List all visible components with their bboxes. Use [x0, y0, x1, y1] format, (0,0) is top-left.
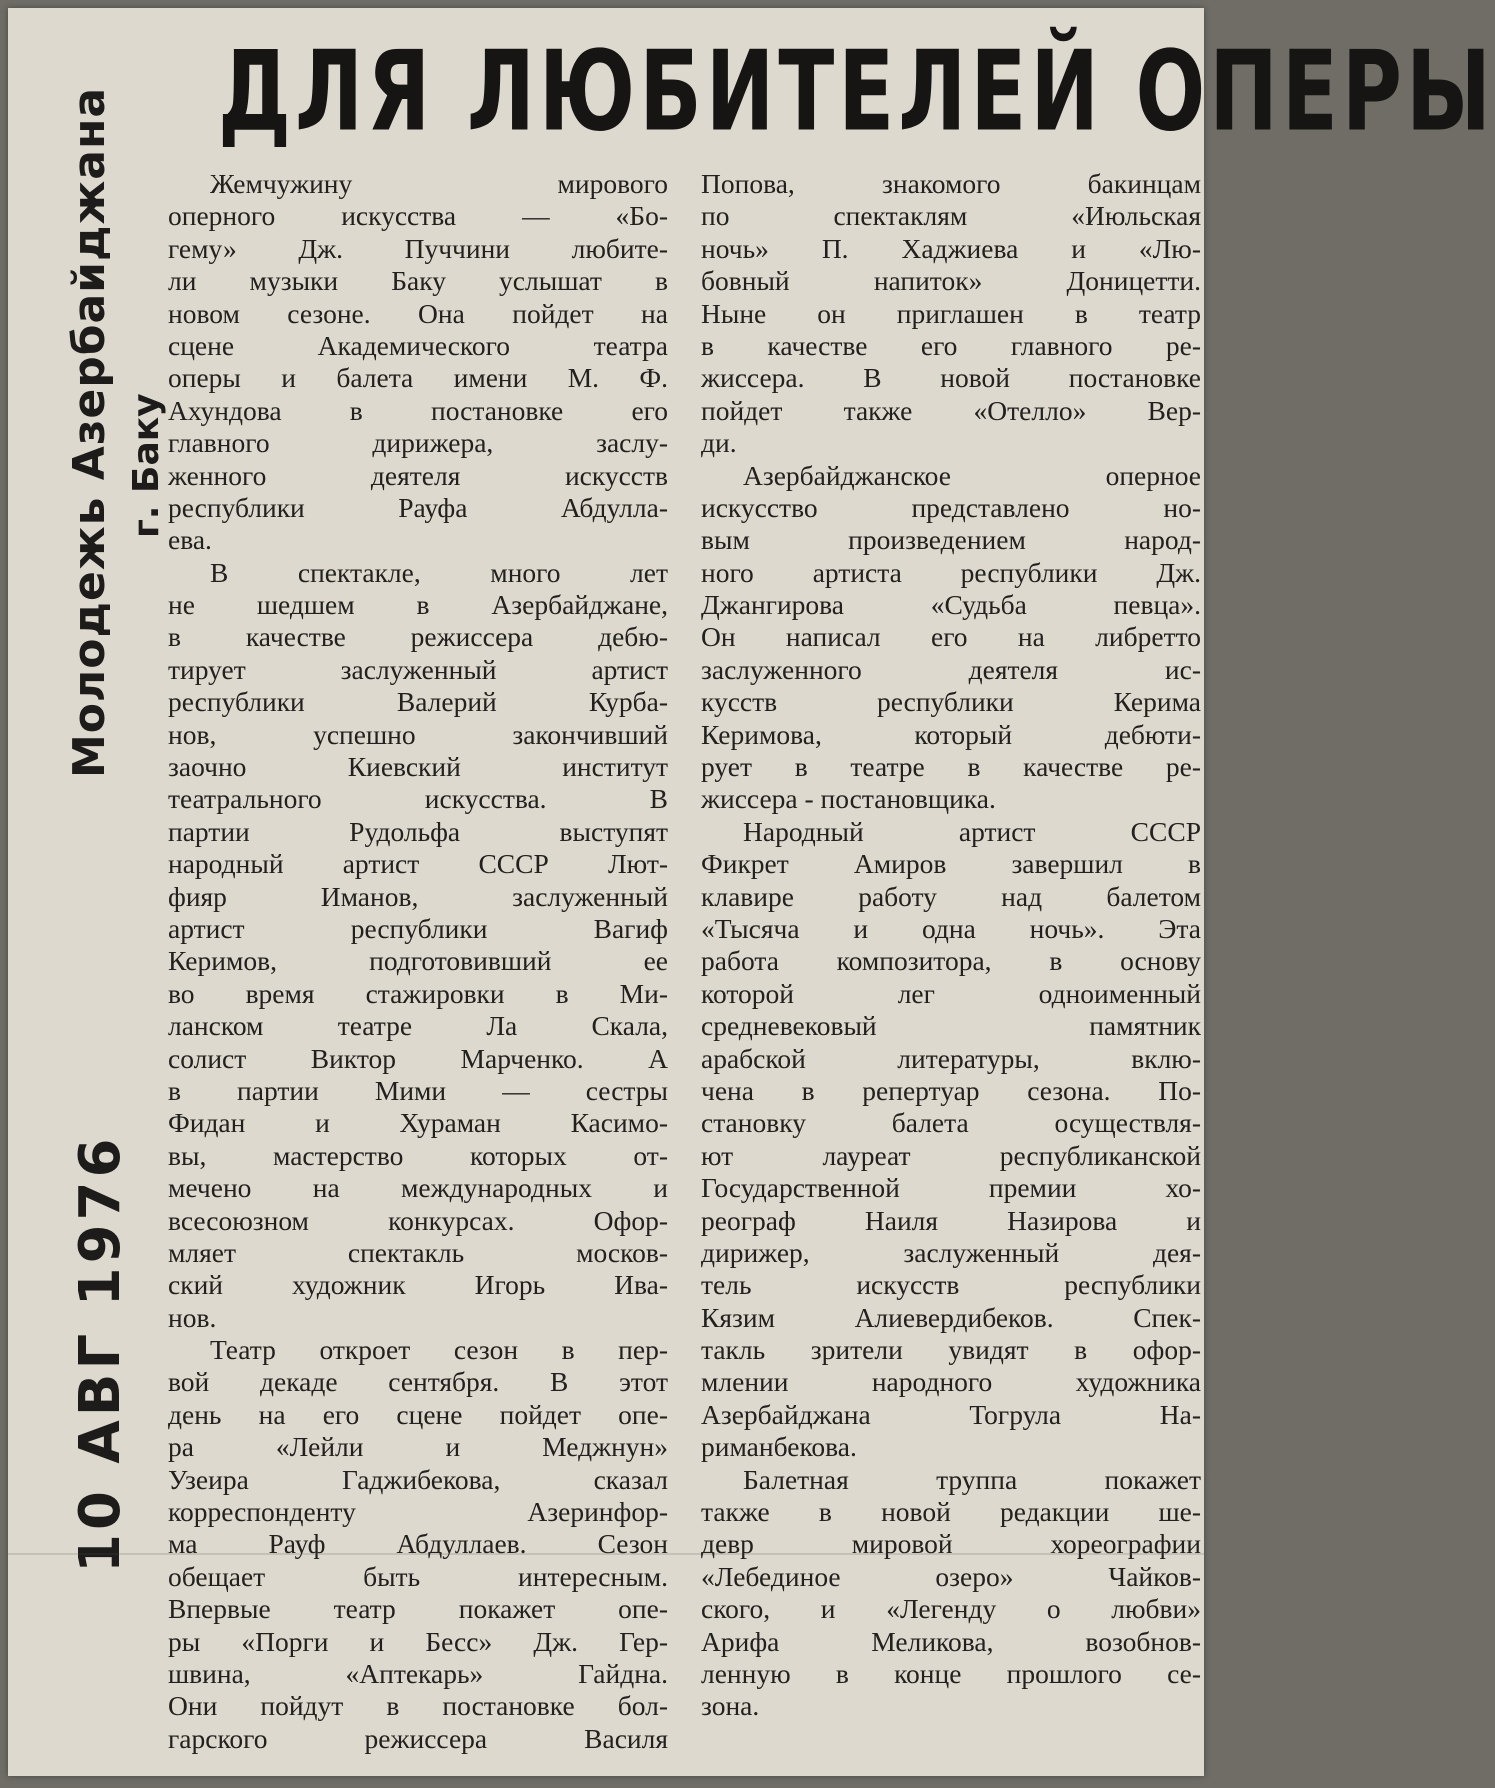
article-line: Кязим Алиевердибеков. Спек- [701, 1301, 1201, 1333]
article-line: Государственной премии хо- [701, 1172, 1201, 1204]
article-line: день на его сцене пойдет опе- [168, 1398, 668, 1430]
article-line: Азербайджанское оперное [743, 459, 1201, 491]
article-line: нов, успешно закончивший [168, 718, 668, 750]
article-line: вым произведением народ- [701, 524, 1201, 556]
article-line: ма Рауф Абдуллаев. Сезон [168, 1528, 668, 1560]
article-line: Они пойдут в постановке бол- [168, 1690, 668, 1722]
article-line: Балетная труппа покажет [743, 1463, 1201, 1495]
article-line: обещает быть интересным. [168, 1560, 668, 1592]
headline: ДЛЯ ЛЮБИТЕЛЕЙ ОПЕРЫ [218, 28, 1495, 157]
article-line: главного дирижера, заслу- [168, 427, 668, 459]
article-line: во время стажировки в Ми- [168, 977, 668, 1009]
article-line: тирует заслуженный артист [168, 653, 668, 685]
article-line: ланском театре Ла Скала, [168, 1010, 668, 1042]
article-line: Керимов, подготовивший ее [168, 945, 668, 977]
article-line: такль зрители увидят в офор- [701, 1334, 1201, 1366]
article-line: арабской литературы, вклю- [701, 1042, 1201, 1074]
article-line: мечено на международных и [168, 1172, 668, 1204]
article-line: фияр Иманов, заслуженный [168, 880, 668, 912]
article-line: искусство представлено но- [701, 491, 1201, 523]
article-line: становку балета осуществля- [701, 1107, 1201, 1139]
article-line: заочно Киевский институт [168, 751, 668, 783]
article-line: Узеира Гаджибекова, сказал [168, 1463, 668, 1495]
article-line: Он написал его на либретто [701, 621, 1201, 653]
article-line: оперы и балета имени М. Ф. [168, 362, 668, 394]
article-line: сцене Академического театра [168, 329, 668, 361]
article-line: Театр откроет сезон в пер- [210, 1334, 668, 1366]
article-line: швина, «Аптекарь» Гайдна. [168, 1657, 668, 1689]
article-line: Ныне он приглашен в театр [701, 297, 1201, 329]
article-line: Ахундова в постановке его [168, 394, 668, 426]
article-line: средневековый памятник [701, 1010, 1201, 1042]
article-line: «Лебединое озеро» Чайков- [701, 1560, 1201, 1592]
article-line: пойдет также «Отелло» Вер- [701, 394, 1201, 426]
article-line: заслуженного деятеля ис- [701, 653, 1201, 685]
article-line: Попова, знакомого бакинцам [701, 168, 1201, 199]
article-line: Жемчужину мирового [210, 168, 668, 199]
article-line: вы, мастерство которых от- [168, 1139, 668, 1171]
city-stamp: г. Баку [126, 393, 167, 538]
article-line: Джангирова «Судьба певца». [701, 589, 1201, 621]
article-line: ного артиста республики Дж. [701, 556, 1201, 588]
article-line: которой лег одноименный [701, 977, 1201, 1009]
article-line: зона. [701, 1690, 760, 1722]
article-line: народный артист СССР Лют- [168, 848, 668, 880]
article-line: артист республики Вагиф [168, 912, 668, 944]
article-line: мляет спектакль москов- [168, 1236, 668, 1268]
article-line: клавире работу над балетом [701, 880, 1201, 912]
article-line: в качестве режиссера дебю- [168, 621, 668, 653]
date-stamp: 10 АВГ 1976 [68, 1134, 133, 1573]
article-line: солист Виктор Марченко. А [168, 1042, 668, 1074]
article-line: тель искусств республики [701, 1269, 1201, 1301]
article-line: корреспонденту Азеринфор- [168, 1496, 668, 1528]
article-line: ли музыки Баку услышат в [168, 265, 668, 297]
article-line: ленную в конце прошлого се- [701, 1657, 1201, 1689]
article-line: ют лауреат республиканской [701, 1139, 1201, 1171]
article-line: В спектакле, много лет [210, 556, 668, 588]
article-line: рует в театре в качестве ре- [701, 751, 1201, 783]
article-line: в качестве его главного ре- [701, 329, 1201, 361]
article-line: новом сезоне. Она пойдет на [168, 297, 668, 329]
article-line: по спектаклям «Июльская [701, 200, 1201, 232]
article-line: жиссера. В новой постановке [701, 362, 1201, 394]
article-line: всесоюзном конкурсах. Офор- [168, 1204, 668, 1236]
article-line: ра «Лейли и Меджнун» [168, 1431, 668, 1463]
article-line: оперного искусства — «Бо- [168, 200, 668, 232]
article-line: Керимова, который дебюти- [701, 718, 1201, 750]
article-line: женного деятеля искусств [168, 459, 668, 491]
article-line: партии Рудольфа выступят [168, 815, 668, 847]
article-line: кусств республики Керима [701, 686, 1201, 718]
article-line: республики Валерий Курба- [168, 686, 668, 718]
article-line: вой декаде сентября. В этот [168, 1366, 668, 1398]
article-line: ского, и «Легенду о любви» [701, 1593, 1201, 1625]
article-line: театрального искусства. В [168, 783, 668, 815]
article-line: Азербайджана Тогрула На- [701, 1398, 1201, 1430]
article-line: Народный артист СССР [743, 815, 1201, 847]
newspaper-clipping [8, 8, 1495, 1776]
article-line: не шедшем в Азербайджане, [168, 589, 668, 621]
article-line: Фидан и Хураман Касимо- [168, 1107, 668, 1139]
article-line: бовный напиток» Доницетти. [701, 265, 1201, 297]
article-line: Арифа Меликова, возобнов- [701, 1625, 1201, 1657]
article-line: ева. [168, 524, 212, 556]
article-column-right [701, 168, 1201, 1723]
article-line: млении народного художника [701, 1366, 1201, 1398]
article-line: также в новой редакции ше- [701, 1496, 1201, 1528]
article-column-left [168, 168, 668, 1755]
article-line: ди. [701, 427, 737, 459]
article-line: риманбекова. [701, 1431, 857, 1463]
article-line: гарского режиссера Василя [168, 1722, 668, 1754]
article-line: нов. [168, 1301, 217, 1333]
article-line: ры «Порги и Бесс» Дж. Гер- [168, 1625, 668, 1657]
article-line: жиссера - постановщика. [701, 783, 996, 815]
article-line: дирижер, заслуженный дея- [701, 1236, 1201, 1268]
article-line: республики Рауфа Абдулла- [168, 491, 668, 523]
article-line: Впервые театр покажет опе- [168, 1593, 668, 1625]
article-line: гему» Дж. Пуччини любите- [168, 232, 668, 264]
article-line: девр мировой хореографии [701, 1528, 1201, 1560]
article-line: «Тысяча и одна ночь». Эта [701, 912, 1201, 944]
paper-fold-line [8, 1553, 1204, 1555]
article-line: в партии Мими — сестры [168, 1074, 668, 1106]
newspaper-name-stamp: Молодежь Азербайджана [64, 86, 115, 778]
article-line: работа композитора, в основу [701, 945, 1201, 977]
article-line: ночь» П. Хаджиева и «Лю- [701, 232, 1201, 264]
article-line: чена в репертуар сезона. По- [701, 1074, 1201, 1106]
article-line: Фикрет Амиров завершил в [701, 848, 1201, 880]
article-line: ский художник Игорь Ива- [168, 1269, 668, 1301]
article-line: реограф Наиля Назирова и [701, 1204, 1201, 1236]
